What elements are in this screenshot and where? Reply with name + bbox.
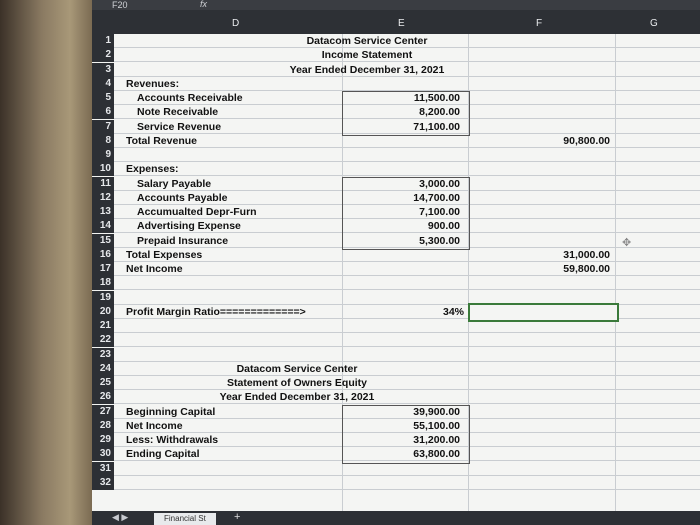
sheet-row [92, 376, 700, 390]
total-expenses-label[interactable]: Total Expenses [126, 248, 203, 261]
spreadsheet-window [92, 0, 700, 525]
sheet-row [92, 77, 700, 91]
line-value[interactable]: 14,700.00 [413, 191, 460, 204]
column-header-f[interactable]: F [536, 18, 543, 29]
line-label[interactable]: Accumualted Depr-Furn [137, 206, 257, 218]
sheet-row [92, 248, 700, 262]
row-number[interactable]: 12 [92, 191, 114, 205]
row-number[interactable]: 5 [92, 91, 114, 105]
sheet-row [92, 462, 700, 476]
column-header-g[interactable]: G [650, 18, 658, 29]
equity-line-label[interactable]: Ending Capital [126, 448, 200, 461]
row-number[interactable]: 23 [92, 348, 114, 362]
row-number[interactable]: 8 [92, 134, 114, 148]
profit-margin-value[interactable]: 34% [442, 305, 464, 318]
sheet-tab-financial[interactable]: Financial St [154, 513, 216, 525]
mouse-cursor-icon: ✥ [622, 237, 632, 250]
sheet-row [92, 262, 700, 276]
line-value[interactable]: 71,100.00 [413, 120, 460, 133]
row-number[interactable]: 15 [92, 234, 114, 248]
row-number[interactable]: 4 [92, 77, 114, 91]
line-label[interactable]: Accounts Receivable [137, 92, 243, 104]
line-value[interactable]: 5,300.00 [419, 234, 460, 247]
row-number[interactable]: 19 [92, 291, 114, 305]
line-value[interactable]: 900.00 [427, 220, 460, 233]
add-sheet-icon[interactable]: + [234, 511, 241, 523]
row-number[interactable]: 31 [92, 462, 114, 476]
equity-company-name[interactable]: Datacom Service Center [236, 362, 358, 375]
row-number[interactable]: 21 [92, 319, 114, 333]
line-label[interactable]: Prepaid Insurance [137, 234, 229, 247]
row-number[interactable]: 18 [92, 276, 114, 290]
sheet-row [92, 390, 700, 404]
line-label[interactable]: Salary Payable [137, 177, 212, 190]
row-number[interactable]: 14 [92, 219, 114, 233]
row-number[interactable]: 26 [92, 390, 114, 404]
net-income-value[interactable]: 59,800.00 [563, 263, 610, 275]
row-number[interactable]: 9 [92, 148, 114, 162]
row-number[interactable]: 27 [92, 405, 114, 419]
total-revenue-value[interactable]: 90,800.00 [563, 134, 610, 147]
row-number[interactable]: 2 [92, 48, 114, 62]
equity-line-label[interactable]: Net Income [126, 419, 183, 432]
formula-icon[interactable]: fx [200, 0, 208, 9]
equity-line-label[interactable]: Beginning Capital [126, 405, 216, 418]
equity-line-label[interactable]: Less: Withdrawals [126, 434, 219, 446]
value-block-border [342, 177, 470, 250]
row-gridline [114, 489, 700, 490]
row-number[interactable]: 17 [92, 262, 114, 276]
net-income-label[interactable]: Net Income [126, 263, 183, 275]
row-number[interactable]: 7 [92, 120, 114, 134]
sheet-row [92, 319, 700, 333]
statement-period[interactable]: Year Ended December 31, 2021 [289, 63, 445, 76]
line-value[interactable]: 8,200.00 [419, 106, 460, 119]
equity-title[interactable]: Statement of Owners Equity [226, 377, 368, 389]
sheet-tab-bar [92, 511, 700, 525]
sheet-row [92, 34, 700, 48]
line-label[interactable]: Note Receivable [137, 106, 219, 119]
profit-margin-label[interactable]: Profit Margin Ratio=============> [126, 305, 306, 318]
row-number[interactable]: 24 [92, 362, 114, 376]
tab-nav-arrows-icon[interactable]: ◀ ▶ [112, 512, 129, 522]
sheet-row [92, 305, 700, 319]
sheet-row [92, 276, 700, 290]
line-value[interactable]: 7,100.00 [419, 206, 460, 218]
total-expenses-value[interactable]: 31,000.00 [563, 248, 610, 261]
row-number[interactable]: 29 [92, 433, 114, 447]
row-number[interactable]: 30 [92, 447, 114, 461]
sheet-row [92, 476, 700, 490]
row-number[interactable]: 25 [92, 376, 114, 390]
row-number[interactable]: 1 [92, 34, 114, 48]
line-label[interactable]: Advertising Expense [137, 220, 241, 233]
row-number[interactable]: 22 [92, 333, 114, 347]
row-number[interactable]: 10 [92, 162, 114, 176]
expenses-heading[interactable]: Expenses: [126, 163, 179, 176]
line-value[interactable]: 11,500.00 [413, 92, 460, 104]
sheet-row [92, 148, 700, 162]
name-box[interactable]: F20 [112, 0, 128, 10]
row-number[interactable]: 6 [92, 105, 114, 119]
column-header-e[interactable]: E [398, 18, 405, 29]
value-block-border [342, 405, 470, 464]
revenues-heading[interactable]: Revenues: [126, 77, 180, 90]
equity-line-value[interactable]: 39,900.00 [413, 405, 460, 418]
line-label[interactable]: Service Revenue [137, 120, 222, 133]
sheet-row [92, 348, 700, 362]
row-number[interactable]: 11 [92, 177, 114, 191]
sheet-row [92, 362, 700, 376]
equity-period[interactable]: Year Ended December 31, 2021 [219, 391, 375, 404]
row-number[interactable]: 16 [92, 248, 114, 262]
column-header-bar [92, 10, 700, 34]
statement-title[interactable]: Income Statement [321, 49, 413, 62]
row-number[interactable]: 32 [92, 476, 114, 490]
row-number[interactable]: 3 [92, 63, 114, 77]
equity-line-value[interactable]: 63,800.00 [413, 448, 460, 461]
sheet-row [92, 333, 700, 347]
total-revenue-label[interactable]: Total Revenue [126, 134, 197, 147]
equity-line-value[interactable]: 55,100.00 [413, 419, 460, 432]
line-value[interactable]: 3,000.00 [419, 177, 460, 190]
value-block-border [342, 91, 470, 136]
line-label[interactable]: Accounts Payable [137, 191, 228, 204]
sheet-row [92, 134, 700, 148]
sheet-row [92, 48, 700, 62]
sheet-row [92, 162, 700, 176]
column-header-d[interactable]: D [232, 18, 240, 29]
row-number[interactable]: 20 [92, 305, 114, 319]
row-number[interactable]: 13 [92, 205, 114, 219]
company-name[interactable]: Datacom Service Center [306, 35, 428, 47]
equity-line-value[interactable]: 31,200.00 [413, 434, 460, 446]
sheet-row [92, 63, 700, 77]
row-number[interactable]: 28 [92, 419, 114, 433]
